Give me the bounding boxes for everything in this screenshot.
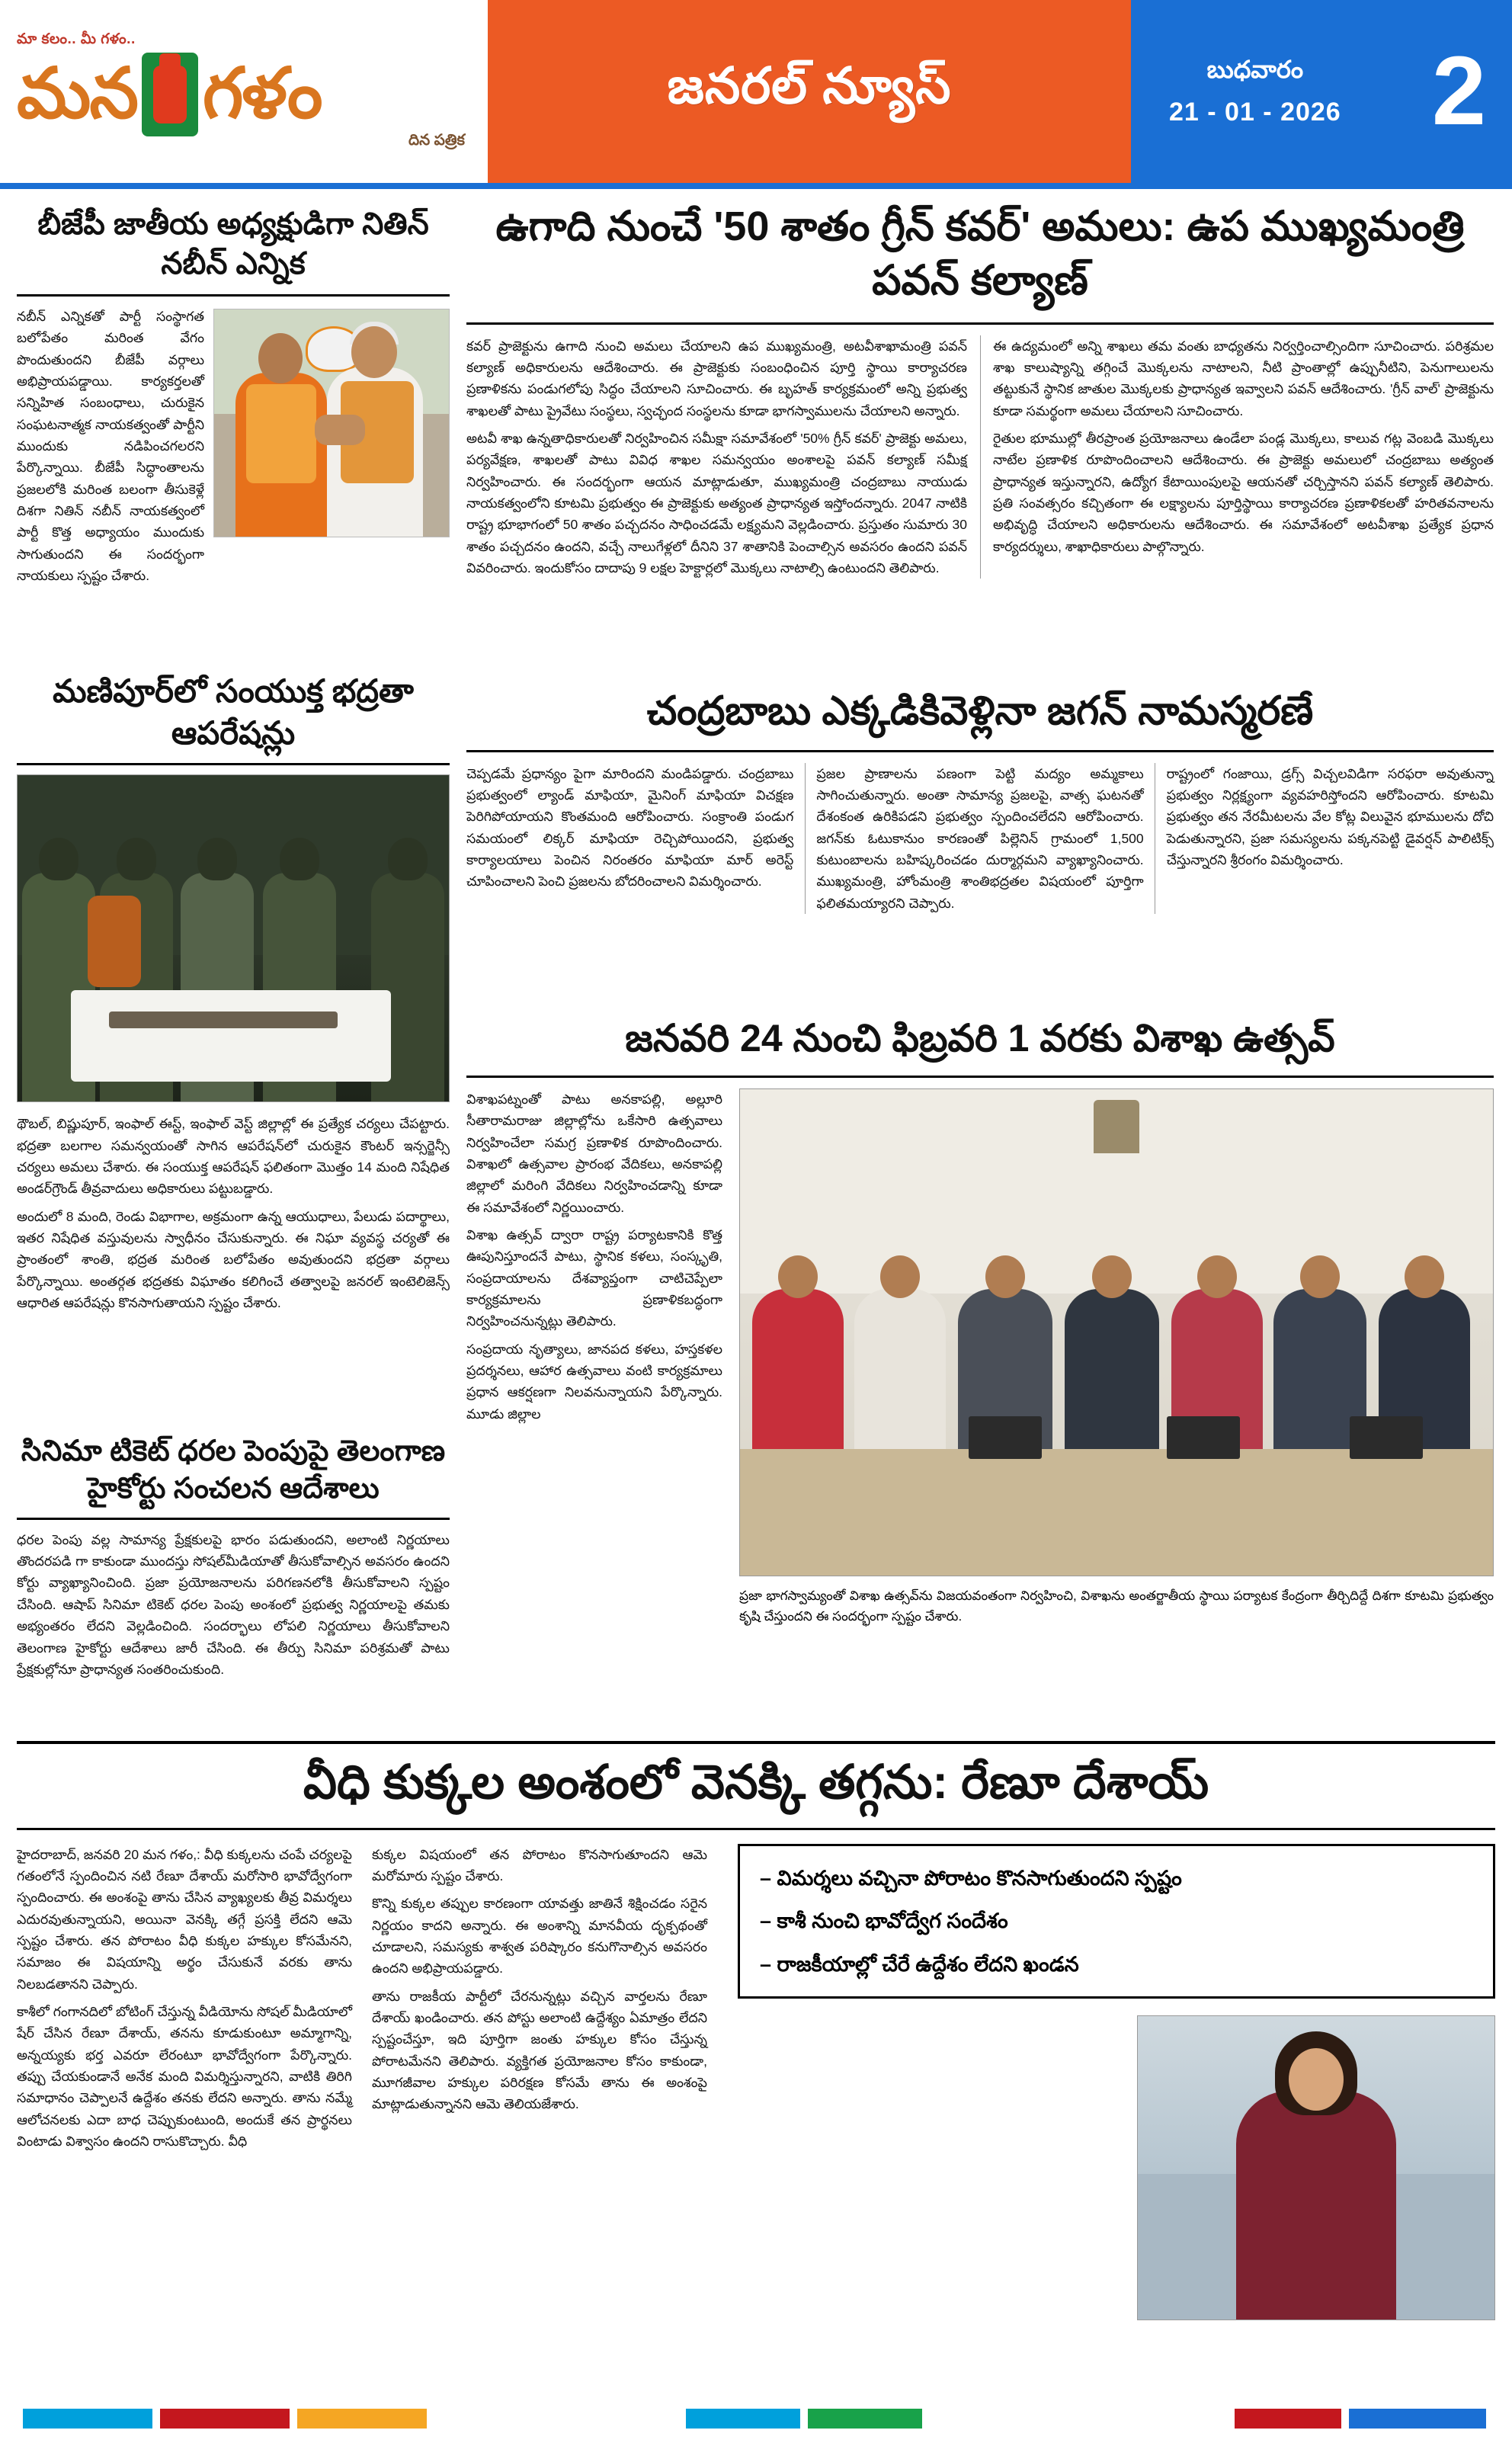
logo-word-two: గళం (202, 54, 322, 133)
article-green-cover (466, 200, 1494, 579)
article-cinema-ticket-prices (17, 1433, 450, 1686)
article-street-dogs-renu-desai (17, 1753, 1495, 2320)
paragraph: కాశీలో గంగానదిలో బోటింగ్ చేస్తున్న వీడియోను సోషల్ మీడియాలో షేర్ చేసిన రేణూ దేశాయ్, తనను కూడుకుంటూ అమ్మాగాన్ని, అన్నయ్యకు భర్త ఎవరూ లేరంటూ భావోద్వేగంగా పేర్కొన్నారు. తప్పు చేయకుండానే అనేక మంది విమర్శిస్తున్నారని, వాటికి తిరిగి సమాధానం చెప్పాలనే ఉద్దేశం తనకు లేదని అన్నారు. తాను నమ్మే ఆలోచనలకు ఎదా బాధ చెప్పుకుంటుంది, అందుకే తన ప్రార్థనలు వింటాడు విశ్వాసం ఉందని రాసుకొచ్చారు. వీధి (17, 2003, 352, 2149)
highlight-bullets (738, 1844, 1495, 1999)
paragraph: ధరల పెంపు వల్ల సామాన్య ప్రేక్షకులపై భారం పడుతుందని, అలాంటి నిర్ణయాలు తొందరపడి గా కాకుండా ముందస్తు సోషల్‌మీడియాతో తీసుకోవాల్సిన అవసరం ఉందని కోర్టు వ్యాఖ్యానించింది. ప్రజా ప్రయోజనాలను పరిగణనలోకి తీసుకోవాలని స్పష్టం చేసింది. ఆషాప్ సినిమా టికెట్ ధరల పెంపు అంశంలో ప్రభుత్వ నిర్ణయాలపై తమకు అభ్యంతరం లేదని వెల్లడించింది. సందర్భాలు లోపలి నిర్ణయాలు తీసుకోవాలని తెలంగాణ హైకోర్టు ఆదేశాలు జారీ చేసింది. ఈ తీర్పు సినిమా పరిశ్రమతో పాటు ప్రేక్షకుల్లోనూ ప్రాధాన్యత సంతరించుకుంది. (17, 1531, 450, 1677)
masthead (0, 0, 1512, 183)
paragraph: చెప్పడమే ప్రధాన్యం పైగా మారిందని మండిపడ్డారు. చంద్రబాబు ప్రభుత్వంలో ల్యాండ్ మాఫియా, మైనింగ్ మాఫియా విచక్షణ పెరిగిపోయాయని కొంతమంది ఆరోపించారు. సంక్రాంతి పండుగ సమయంలో లిక్కర్ మాఫియా రెచ్చిపోయిందని, ప్రభుత్వ కార్యాలయాలు పెంచిన నిరంతరం మాఫియా మార్ అరెస్ట్ చూపించాలని పెంచి ప్రజలను బోదరించాలని విమర్శించారు. (466, 765, 794, 890)
masthead-tagline: మా కలం.. మీ గళం.. (17, 30, 136, 47)
section-banner (488, 0, 1131, 183)
paragraph: విశాఖ ఉత్సవ్ ద్వారా రాష్ట్ర పర్యాటకానికి కొత్త ఊపునిస్తూందనే పాటు, స్థానిక కళలు, సంస్కృతి, సంప్రదాయాలను దేశవ్యాప్తంగా చాటిచెప్పేలా కార్యక్రమాలను ప్రణాళికబద్ధంగా నిర్వహించనున్నట్లు తెలిపారు. (466, 1227, 722, 1329)
bullet-item: – విమర్శలు వచ్చినా పోరాటం కొనసాగుతుందని స్పష్టం (760, 1866, 1182, 1890)
paragraph: అటవీ శాఖ ఉన్నతాధికారులతో నిర్వహించిన సమీక్షా సమావేశంలో '50% గ్రీన్ కవర్' ప్రాజెక్టు అమలు, పర్యవేక్షణ, శాఖలతో పాటు వివిధ శాఖల సమన్వయం అంశాలపై పవన్ కల్యాణ్ సమీక్ష నిర్వహించారు. ఈ సందర్భంగా ఆయన మాట్లాడుతూ, ముఖ్యమంత్రి చంద్రబాబు నాయుడు నాయకత్వంలోని కూటమి ప్రభుత్వం ఈ ప్రాజెక్టుకు అత్యంత ప్రాధాన్యత ఇస్తోందన్నారు. 2047 నాటికి రాష్ట్ర భూభాగంలో 50 శాతం పచ్చదనం సాధించడమే లక్ష్యమని వెల్లడించారు. ప్రస్తుతం సుమారు 30 శాతం పచ్చదనం ఉందని, వచ్చే నాలుగేళ్లలో దీనిని 37 శాతానికి పెంచాల్సిన అవసరం ఉందని పవన్ వివరించారు. ఇందుకోసం దాదాపు 9 లక్షల హెక్టార్లలో మొక్కలు నాటాల్సి ఉంటుందని తెలిపారు. (466, 430, 967, 575)
color-bar (808, 2409, 922, 2429)
headline-street-dogs: వీధి కుక్కల అంశంలో వెనక్కి తగ్గను: రేణూ దేశాయ్ (303, 1756, 1209, 1809)
headline-green-cover: ఉగాది నుంచే '50 శాతం గ్రీన్ కవర్' అమలు: ఉప ముఖ్యమంత్రి పవన్ కల్యాణ్ (495, 204, 1465, 304)
paragraph: కుక్కల విషయంలో తన పోరాటం కొనసాగుతూందని ఆమె మరోమారు స్పష్టం చేశారు. (372, 1846, 707, 1884)
date-label: 21 - 01 - 2026 (1169, 98, 1341, 127)
color-bar (297, 2409, 427, 2429)
newspaper-logo (0, 0, 488, 183)
rule (17, 1518, 450, 1520)
color-bar (1349, 2409, 1486, 2429)
footer-color-bars (0, 2409, 1512, 2435)
paragraph: రాష్ట్రంలో గంజాయి, డ్రగ్స్ విచ్చలవిడిగా సరఫరా అవుతున్నా ప్రభుత్వం నిర్లక్ష్యంగా వ్యవహరిస్తోందని ఆరోపించారు. కూటమి ప్రభుత్వం తన నేరమీటలను వేల కోట్ల విలువైన భూములను దోచి పెడుతున్నారని, ప్రజా సమస్యలను పక్కనపెట్టి డైవర్షన్ పాలిటిక్స్ చేస్తున్నారని శ్రీరంగం విమర్శించారు. (1166, 765, 1494, 867)
rule (466, 1076, 1494, 1078)
photo-bjp-leaders (213, 309, 450, 537)
paragraph: తాను రాజకీయ పార్టీలో చేరనున్నట్లు వచ్చిన వార్తలను రేణూ దేశాయ్ ఖండించారు. తన పోస్టు అలాంటి ఉద్దేశ్యం ఏమాత్రం లేదని స్పష్టంచేస్తూ, ఇది పూర్తిగా జంతు హక్కుల కోసం చేస్తున్న పోరాటమేనని తెలిపారు. వ్యక్తిగత ప్రయోజనాల కోసం కాకుండా, మూగజీవాల హక్కుల పరిరక్షణ కోసమే తాను ఈ అంశంపై మాట్లాడుతున్నానని ఆమె తెలియజేశారు. (372, 1988, 707, 2112)
paragraph: రైతుల భూముల్లో తీరప్రాంత ప్రయోజనాలు ఉండేలా పండ్ల మొక్కలు, కాలువ గట్ల వెంబడి మొక్కలు నాటేల ప్రణాళిక రూపొందించాలని ఆదేశించారు. ఈ ప్రాజెక్టు అమలులో చంద్రబాబు అత్యంత ప్రాధాన్యత ఇస్తున్నారని, ఉద్యోగ కేటాయింపులపై ఆయనతో చర్చిస్తానని పవన్ కల్యాణ్ తెలిపారు. ప్రతి సంవత్సరం కచ్చితంగా ఈ లక్ష్యాలను పూర్తిస్థాయి కార్యాచరణ ప్రణాళికలతో హరితవనాలను అభివృద్ధి చేయాలని అధికారులను ఆదేశించారు. ఈ సమావేశంలో అటవీశాఖ ప్రత్యేక ప్రధాన కార్యదర్శులు, శాఖాధికారులు పాల్గొన్నారు. (993, 430, 1494, 554)
rule (17, 294, 450, 297)
color-bar (1235, 2409, 1341, 2429)
section-divider (17, 1741, 1495, 1744)
paragraph: విశాఖపట్నంతో పాటు అనకాపల్లి, అల్లూరి సీతారామరాజు జిల్లాల్లోను ఒకేసారి ఉత్సవాలు నిర్వహించేలా సమగ్ర ప్రణాళిక రూపొందించారు. విశాఖలో ఉత్సవాల ప్రారంభ వేదికలు, అనకాపల్లి జిల్లాలో మరింగి వేదికలు నిర్వహించడాన్ని కూడా ఈ సమావేశంలో నిర్ణయించారు. (466, 1092, 722, 1215)
body-cinema (17, 1529, 450, 1680)
photo-review-meeting (739, 1088, 1494, 1576)
body-manipur (17, 1113, 450, 1313)
color-bar (686, 2409, 800, 2429)
paragraph: అందులో 8 మంది, రెండు విభాగాల, అక్రమంగా ఉన్న ఆయుధాలు, పేలుడు పదార్థాలు, ఇతర నిషేధిత వస్తువులను స్వాధీనం చేసుకున్నారు. ఈ నిఘా వ్యవస్థ చర్యతో ఈ ప్రాంతంలో శాంతి, భద్రత మరింత బలోపేతం అవుతుందని భద్రతా వర్గాలు పేర్కొన్నాయి. అంతర్గత భద్రతకు విఘాతం కలిగించే తత్వాలపై జనరల్ ఇంటెలిజెన్స్ ఆధారిత ఆపరేషన్లు కొనసాగుతాయని స్పష్టం చేశారు. (17, 1208, 450, 1310)
headline-visakha: జనవరి 24 నుంచి ఫిబ్రవరి 1 వరకు విశాఖ ఉత్సవ్ (625, 1017, 1335, 1060)
paragraph: సంప్రదాయ నృత్యాలు, జానపద కళలు, హస్తకళల ప్రదర్శనలు, ఆహార ఉత్సవాలు వంటి కార్యక్రమాలు ప్రధాన ఆకర్షణగా నిలవనున్నాయని పేర్కొన్నారు. మూడు జిల్లాల (466, 1341, 722, 1422)
bullet-item: – రాజకీయాల్లో చేరే ఉద్దేశం లేదని ఖండన (760, 1952, 1079, 1976)
headline-manipur: మణిపూర్‌లో సంయుక్త భద్రతా ఆపరేషన్లు (53, 673, 414, 751)
paragraph: హైదరాబాద్, జనవరి 20 మన గళం,: వీధి కుక్కలను చంపే చర్యలపై గతంలోనే స్పందించిన నటి రేణూ దేశాయ్ మరోసారి భావోద్వేగంగా స్పందించారు. ఈ అంశంపై తాను చేసిన వ్యాఖ్యలకు తీవ్ర విమర్శలు ఎదురవుతున్నాయని, అయినా వెనక్కి తగ్గే ప్రసక్తి లేదని ఆమె స్పష్టం చేశారు. తన పోరాటం వీధి కుక్కల హక్కుల కోసమేనని, సమాజం ఈ విషయాన్ని అర్థం చేసుకునే వరకు తాను నిలబడతానని చెప్పారు. (17, 1846, 352, 1992)
body-visakha (466, 1088, 722, 1627)
paragraph: కవర్ ప్రాజెక్టును ఉగాది నుంచి అమలు చేయాలని ఉప ముఖ్యమంత్రి, అటవీశాఖామంత్రి పవన్ కల్యాణ్ అధికారులను ఆదేశించారు. ఈ ప్రాజెక్టుకు సంబంధించిన పూర్తి స్థాయి కార్యాచరణ ప్రణాళికను పండుగలోపు సిద్ధం చేయాలని సూచించారు. ఈ బృహత్ కార్యక్రమంలో అన్ని ప్రభుత్వ శాఖలతో పాటు ప్రైవేటు సంస్థలు, స్వచ్ఛంద సంస్థలను కూడా భాగస్వాములను చేయాలని అన్నారు. (466, 338, 967, 418)
rule (17, 1828, 1495, 1830)
rule (466, 322, 1494, 325)
paragraph: ప్రజల ప్రాణాలను పణంగా పెట్టి మద్యం అమ్మకాలు సాగించుతున్నారు. అంతా సామాన్య ప్రజలపై, వాత్స ఘటనతో దేశంకంత ఉరికిపడని ప్రభుత్వం స్పందించలేదని ఆరోపించారు. జగన్‌కు ఓటుకానుం కారణంతో పిల్లెనిన్ గ్రామంలో 1,500 కుటుంబాలను బహిష్కరించడం దుర్మార్గమని వ్యాఖ్యానించారు. ముఖ్యమంత్రి, హోంమంత్రి శాంతిభద్రతల విషయంలో పూర్తిగా ఫలితమయ్యారని చెప్పారు. (816, 765, 1144, 911)
masthead-divider (0, 183, 1512, 189)
headline-bjp: బీజేపీ జాతీయ అధ్యక్షుడిగా నితిన్ నబీన్ ఎన్నిక (37, 207, 429, 281)
photo-renu-desai (1137, 2015, 1495, 2320)
page-number: 2 (1431, 37, 1486, 146)
caption-visakha: ప్రజా భాగస్వామ్యంతో విశాఖ ఉత్సవ్‌ను విజయవంతంగా నిర్వహించి, విశాఖను అంతర్జాతీయ స్థాయి పర్యాటక కేంద్రంగా తీర్చిదిద్దే దిశగా కూటమి ప్రభుత్వం కృషి చేస్తుందని ఈ సందర్భంగా స్పష్టం చేశారు. (739, 1589, 1494, 1624)
logo-subtitle: దిన పత్రిక (408, 131, 465, 149)
headline-chandrababu: చంద్రబాబు ఎక్కడికివెళ్లినా జగన్ నామస్మరణే (646, 689, 1314, 733)
article-chandrababu-jagan (466, 686, 1494, 914)
rule (466, 750, 1494, 752)
state-emblem-icon (1094, 1100, 1139, 1153)
paragraph: నబీన్ ఎన్నికతో పార్టీ సంస్థాగత బలోపేతం మరింత వేగం పొందుతుందని బీజేపీ వర్గాలు అభిప్రాయపడ్డాయి. కార్యకర్తలతో సన్నిహిత సంబంధాలు, చురుకైన సంఘటనాత్మక నాయకత్వంతో పార్టీని ముందుకు నడిపించగలరని పేర్కొన్నాయి. బీజేపీ సిద్ధాంతాలను ప్రజలలోకి మరింత బలంగా తీసుకెళ్లే దిశగా నితిన్ నబీన్ నాయకత్వంలో పార్టీ కొత్త అధ్యాయం ముందుకు సాగుతుందని ఈ సందర్భంగా నాయకులు స్పష్టం చేశారు. (17, 309, 204, 584)
body-dogs-col1 (17, 1844, 352, 2321)
article-bjp-president (17, 204, 450, 592)
article-visakha-utsav (466, 1014, 1494, 1627)
paragraph: థౌబల్, బిష్ణుపూర్, ఇంఫాల్ ఈస్ట్, ఇంఫాల్ వెస్ట్ జిల్లాల్లో ఈ ప్రత్యేక చర్యలు చేపట్టారు. భద్రతా బలగాల సమన్వయంతో సాగిన ఆపరేషన్‌లో చురుకైన కౌంటర్ ఇన్సర్జెన్సీ చర్యలు అమలు చేశారు. ఈ సంయుక్త ఆపరేషన్ ఫలితంగా మొత్తం 14 మంది నిషేధిత అండర్‌గ్రౌండ్ తీవ్రవాదులు అధికారులు పట్టుబడ్డారు. (17, 1116, 450, 1197)
photo-security-operation (17, 774, 450, 1102)
headline-cinema: సినిమా టికెట్ ధరల పెంపుపై తెలంగాణ హైకోర్టు సంచలన ఆదేశాలు (21, 1435, 446, 1505)
paragraph: ఈ ఉద్యమంలో అన్ని శాఖలు తమ వంతు బాధ్యతను నిర్వర్తించాల్సిందిగా సూచించారు. పరిశ్రమల శాఖ కాలుష్యాన్ని తగ్గించే మొక్కలను నాటాలని, నీటి ప్రాంతాల్లో ఉప్పునీటిని, పెనుగాలులను తట్టుకునే స్థానిక జాతుల మొక్కలకు ప్రాధాన్యత ఇవ్వాలని పవన్ ఆదేశించారు. 'గ్రీన్ వాల్' ప్రాజెక్టును కూడా సమర్థంగా అమలు చేయాలని సూచించారు. (993, 338, 1494, 418)
weekday-label: బుధవారం (1206, 56, 1304, 83)
raised-fist-icon (142, 53, 198, 136)
paragraph: కొన్ని కుక్కల తప్పుల కారణంగా యావత్తు జాతినే శిక్షించడం సరైన నిర్ణయం కాదని అన్నారు. ఈ అంశాన్ని మానవీయ దృక్పథంతో చూడాలని, సమస్యకు శాశ్వత పరిష్కారం కనుగొనాల్సిన అవసరం ఉందని అభిప్రాయపడ్డారు. (372, 1896, 707, 1976)
body-green-cover (466, 335, 1494, 579)
date-page-block (1131, 0, 1512, 183)
logo-word-one: మన (17, 54, 137, 133)
color-bar (23, 2409, 152, 2429)
color-bar (160, 2409, 290, 2429)
article-manipur-operations (17, 671, 450, 1319)
body-dogs-col2 (372, 1844, 707, 2321)
section-title: జనరల్ న్యూస్ (667, 56, 952, 114)
bullet-item: – కాశీ నుంచి భావోద్వేగ సందేశం (760, 1909, 1008, 1932)
body-chandrababu (466, 763, 1494, 914)
rule (17, 763, 450, 765)
